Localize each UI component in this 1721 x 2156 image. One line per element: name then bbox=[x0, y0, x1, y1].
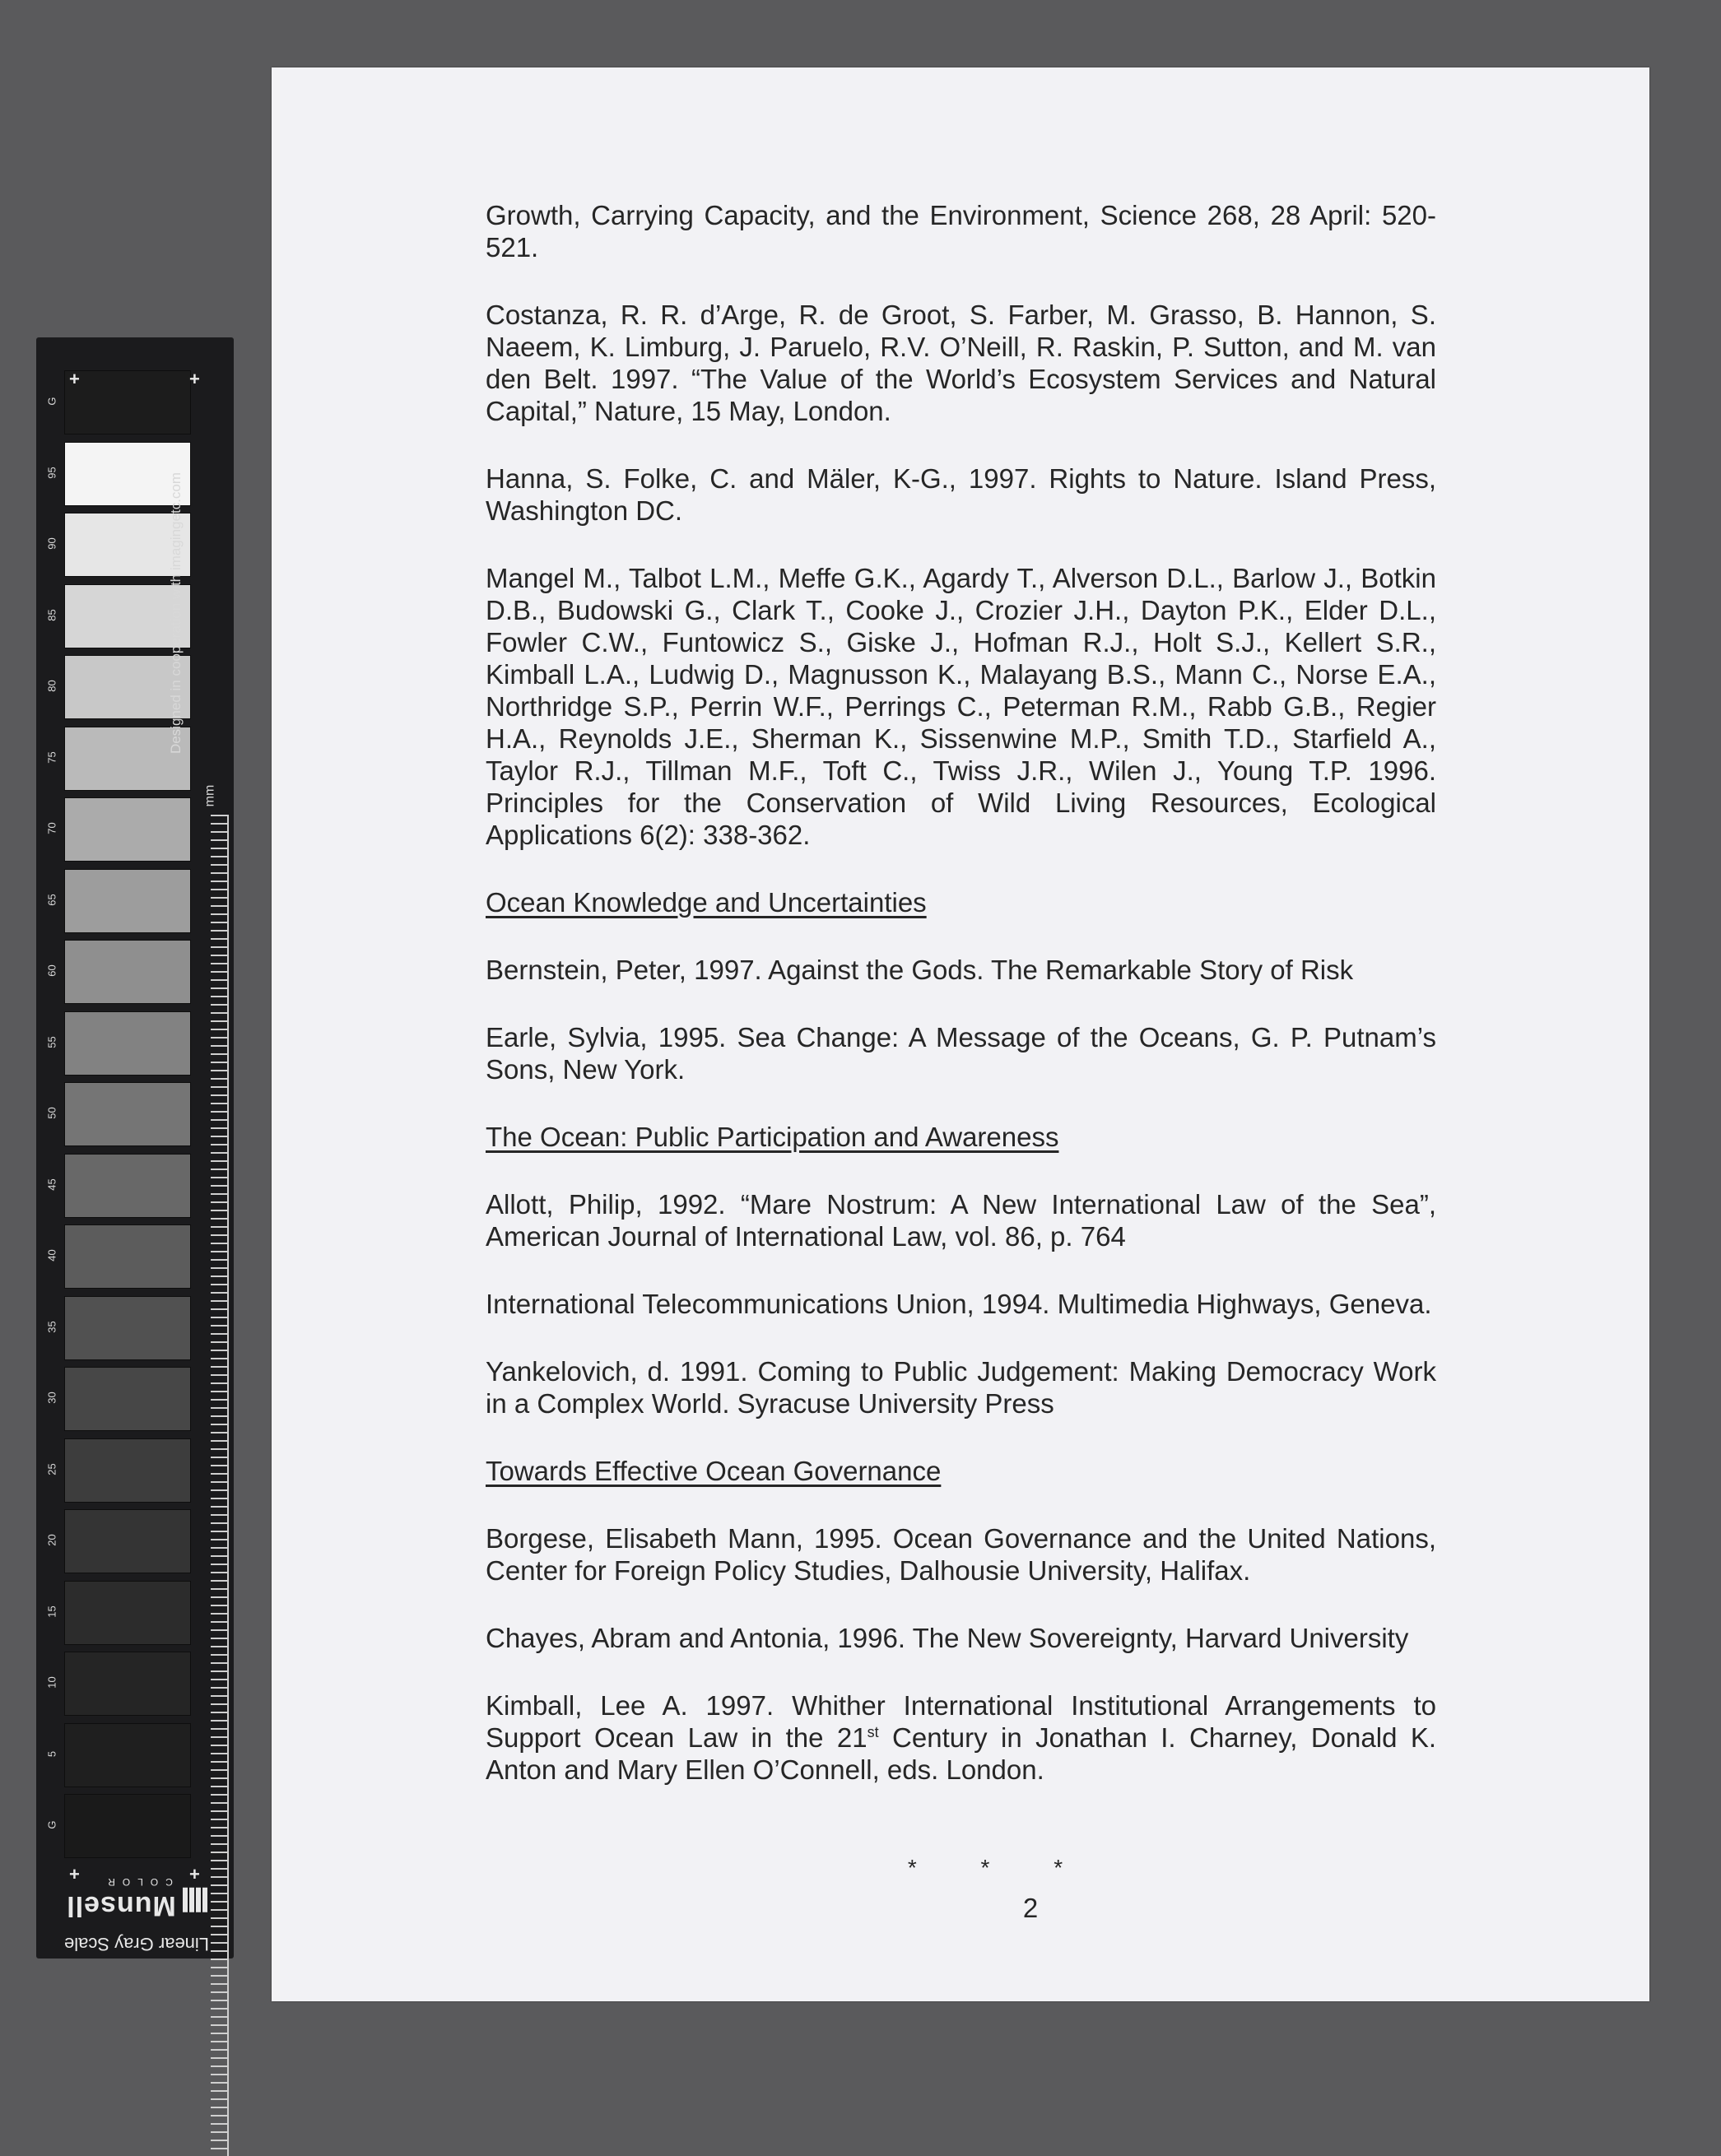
gray-swatch bbox=[64, 1011, 191, 1076]
reference-entry: Yankelovich, d. 1991. Coming to Public Judgement: Making Democracy Work in a Complex World. Syracuse University Press bbox=[486, 1356, 1436, 1419]
registration-mark: + bbox=[189, 1864, 200, 1884]
gray-scale-value: 45 bbox=[45, 1178, 58, 1191]
brand-subtitle: COLOR bbox=[100, 1876, 173, 1888]
gray-scale-value: G bbox=[45, 1820, 58, 1829]
gray-scale-value: 90 bbox=[45, 537, 58, 550]
gray-scale-value: 5 bbox=[45, 1750, 58, 1757]
gray-scale-value: G bbox=[45, 397, 58, 406]
card-credit: Designed in cooperation with imagingetc.com bbox=[168, 472, 184, 755]
reference-entry: Hanna, S. Folke, C. and Mäler, K-G., 1997. Rights to Nature. Island Press, Washington DC. bbox=[486, 463, 1436, 526]
gray-swatch bbox=[64, 1509, 191, 1573]
reference-entry: Bernstein, Peter, 1997. Against the Gods. The Remarkable Story of Risk bbox=[486, 955, 1354, 985]
gray-swatch bbox=[64, 1082, 191, 1146]
gray-swatch bbox=[64, 869, 191, 933]
document-page bbox=[272, 67, 1649, 2001]
section-heading: Ocean Knowledge and Uncertainties bbox=[486, 887, 927, 918]
brand-name: Munsell bbox=[66, 1889, 176, 1921]
gray-swatch bbox=[64, 1581, 191, 1645]
gray-scale-card bbox=[36, 337, 234, 1959]
gray-scale-value: 85 bbox=[45, 608, 58, 621]
section-heading: Towards Effective Ocean Governance bbox=[486, 1456, 942, 1486]
ruler-unit-label: mm bbox=[202, 784, 217, 807]
gray-swatch bbox=[64, 797, 191, 862]
gray-scale-value: 40 bbox=[45, 1249, 58, 1262]
gray-scale-value: 70 bbox=[45, 822, 58, 834]
gray-scale-value: 60 bbox=[45, 964, 58, 977]
gray-scale-value: 35 bbox=[45, 1320, 58, 1333]
gray-swatch bbox=[64, 1367, 191, 1431]
gray-scale-value: 30 bbox=[45, 1392, 58, 1404]
gray-swatch bbox=[64, 940, 191, 1004]
gray-swatch bbox=[64, 1296, 191, 1360]
registration-mark: + bbox=[69, 1864, 80, 1884]
gray-scale-value: 75 bbox=[45, 750, 58, 764]
reference-entry: Earle, Sylvia, 1995. Sea Change: A Message of the Oceans, G. P. Putnam’s Sons, New York. bbox=[486, 1022, 1436, 1085]
bibliography-list bbox=[486, 199, 1436, 1821]
reference-entry bbox=[486, 1689, 1436, 1786]
gray-scale-value: 95 bbox=[45, 466, 58, 479]
gray-scale-value: 65 bbox=[45, 893, 58, 906]
reference-entry: Borgese, Elisabeth Mann, 1995. Ocean Governance and the United Nations, Center for Foreign Policy Studies, Dalhousie University, Halifax. bbox=[486, 1523, 1436, 1586]
scale-title: Linear Gray Scale bbox=[63, 1933, 210, 1954]
page-number: 2 bbox=[1022, 1893, 1039, 1923]
munsell-logo-icon bbox=[183, 1888, 207, 1912]
reference-text: Century in Jonathan I. Charney, Donald K. Anton and Mary Ellen O’Connell, eds. London. bbox=[486, 1722, 1437, 1785]
gray-swatch bbox=[64, 1723, 191, 1787]
gray-swatch bbox=[64, 1794, 191, 1858]
reference-entry: Allott, Philip, 1992. “Mare Nostrum: A New International Law of the Sea”, American Journal of International Law, vol. 86, p. 764 bbox=[486, 1189, 1436, 1252]
millimeter-ruler bbox=[211, 815, 229, 2156]
gray-scale-value: 20 bbox=[45, 1534, 58, 1546]
gray-scale-value: 25 bbox=[45, 1462, 58, 1475]
card-branding bbox=[63, 1876, 211, 1954]
reference-entry: Costanza, R. R. d’Arge, R. de Groot, S. Farber, M. Grasso, B. Hannon, S. Naeem, K. Limburg, J. Paruelo, R.V. O’Neill, R. Raskin, P. Sutton, and M. van den Belt. 1997. “The Value of the World’s Ecosystem Services and Natural Capital,” Nature, 15 May, London. bbox=[486, 300, 1436, 426]
section-separator: * * * bbox=[907, 1855, 1063, 1880]
reference-entry: Chayes, Abram and Antonia, 1996. The New Sovereignty, Harvard University bbox=[486, 1623, 1409, 1653]
gray-scale-value: 80 bbox=[45, 680, 58, 692]
reference-entry: Growth, Carrying Capacity, and the Environment, Science 268, 28 April: 520-521. bbox=[486, 200, 1436, 263]
gray-swatch bbox=[64, 1154, 191, 1218]
gray-scale-value: 10 bbox=[45, 1676, 58, 1689]
registration-mark: + bbox=[189, 369, 200, 389]
section-heading: The Ocean: Public Participation and Awareness bbox=[486, 1122, 1059, 1152]
gray-swatch bbox=[64, 1224, 191, 1289]
reference-text: Kimball, Lee A. 1997. Whither International Institutional Arrangements to Support Ocean Law in the 21 bbox=[486, 1690, 1436, 1753]
reference-entry: International Telecommunications Union, 1994. Multimedia Highways, Geneva. bbox=[486, 1289, 1432, 1319]
gray-swatch bbox=[64, 1652, 191, 1716]
gray-scale-value: 50 bbox=[45, 1107, 58, 1119]
gray-swatch bbox=[64, 370, 191, 434]
ordinal-superscript: st bbox=[867, 1724, 879, 1740]
reference-entry: Mangel M., Talbot L.M., Meffe G.K., Agardy T., Alverson D.L., Barlow J., Botkin D.B., Budowski G., Clark T., Cooke J., Crozier J.H., Dayton P.K., Elder D.L., Fowler C.W., Funtowicz S., Giske J., Hofman R.J., Holt S.J., Kellert S.R., Kimball L.A., Ludwig D., Magnusson K., Malayang B.S., Mann C., Norse E.A., Northridge S.P., Perrin W.F., Perrings C., Peterman R.M., Rabb G.B., Regier H.A., Reynolds J.E., Sherman K., Sissenwine M.P., Smith T.D., Starfield A., Taylor R.J., Tillman M.F., Toft C., Twiss J.R., Wilen J., Young T.P. 1996. Principles for the Conservation of Wild Living Resources, Ecological Applications 6(2): 338-362. bbox=[486, 563, 1436, 850]
gray-scale-value: 55 bbox=[45, 1035, 58, 1048]
gray-swatch bbox=[64, 1438, 191, 1503]
registration-mark: + bbox=[69, 369, 80, 389]
gray-scale-value: 15 bbox=[45, 1605, 58, 1618]
